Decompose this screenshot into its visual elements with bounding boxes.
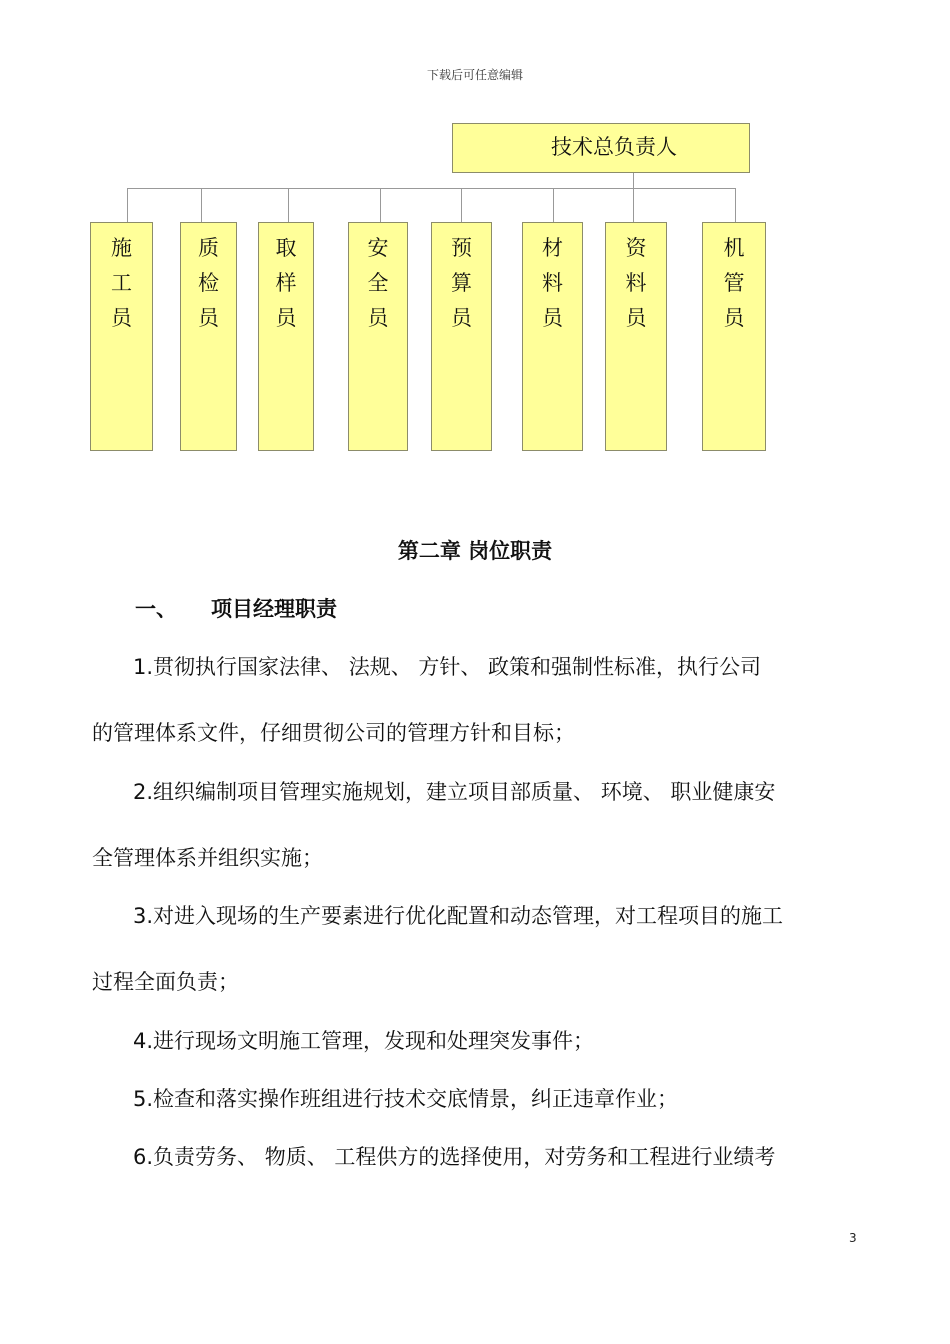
section-title: 项目经理职责 [211,597,337,621]
org-connector-horizontal [127,188,735,189]
role-char: 员 [275,306,297,330]
role-char: 算 [451,271,472,295]
role-char: 材 [542,236,563,260]
header-note: 下载后可任意编辑 [426,68,523,82]
role-char: 预 [451,236,472,260]
org-connector-drop [288,188,289,222]
org-connector-vertical [633,173,634,222]
role-char: 员 [723,306,745,330]
role-char: 料 [625,271,647,295]
org-connector-drop [553,188,554,222]
role-char: 取 [275,236,297,260]
paragraph-line: 过程全面负责； [92,970,239,994]
paragraph-line: 6.负责劳务、 物质、 工程供方的选择使用，对劳务和工程进行业绩考 [133,1145,776,1169]
org-connector-drop [127,188,128,222]
chapter-title: 第二章 岗位职责 [397,539,553,563]
role-char: 质 [198,236,219,260]
role-char: 管 [723,271,745,295]
org-role-box [605,222,667,451]
role-char: 全 [367,271,389,295]
role-char: 员 [625,306,647,330]
role-char: 安 [367,236,389,260]
role-char: 样 [275,271,297,295]
role-char: 施 [111,236,132,260]
org-role-box [431,222,492,451]
paragraph-line: 5.检查和落实操作班组进行技术交底情景，纠正违章作业； [133,1087,679,1111]
role-char: 检 [198,271,219,295]
org-role-box [90,222,153,451]
page-number: 3 [849,1231,857,1245]
org-role-box [258,222,314,451]
role-char: 机 [723,236,745,260]
org-role-box [702,222,766,451]
paragraph-line: 3.对进入现场的生产要素进行优化配置和动态管理，对工程项目的施工 [133,904,784,928]
role-char: 员 [367,306,389,330]
org-role-box [180,222,237,451]
org-connector-drop [380,188,381,222]
org-top-box: 技术总负责人 [452,123,750,173]
paragraph-line: 全管理体系并组织实施； [92,846,323,870]
role-char: 员 [542,306,563,330]
role-char: 员 [451,306,472,330]
org-role-box [522,222,583,451]
paragraph-line: 1.贯彻执行国家法律、 法规、 方针、 政策和强制性标准，执行公司 [133,655,762,679]
org-connector-drop [461,188,462,222]
paragraph-line: 的管理体系文件，仔细贯彻公司的管理方针和目标； [92,721,575,745]
role-char: 员 [198,306,219,330]
section-number: 一、 [135,597,177,621]
org-role-box [348,222,408,451]
role-char: 资 [625,236,647,260]
org-connector-drop [201,188,202,222]
role-char: 工 [111,271,132,295]
paragraph-line: 4.进行现场文明施工管理，发现和处理突发事件； [133,1029,595,1053]
org-connector-drop [735,188,736,222]
role-char: 员 [111,306,132,330]
section-heading [135,593,337,623]
paragraph-line: 2.组织编制项目管理实施规划，建立项目部质量、 环境、 职业健康安 [133,780,776,804]
role-char: 料 [542,271,563,295]
